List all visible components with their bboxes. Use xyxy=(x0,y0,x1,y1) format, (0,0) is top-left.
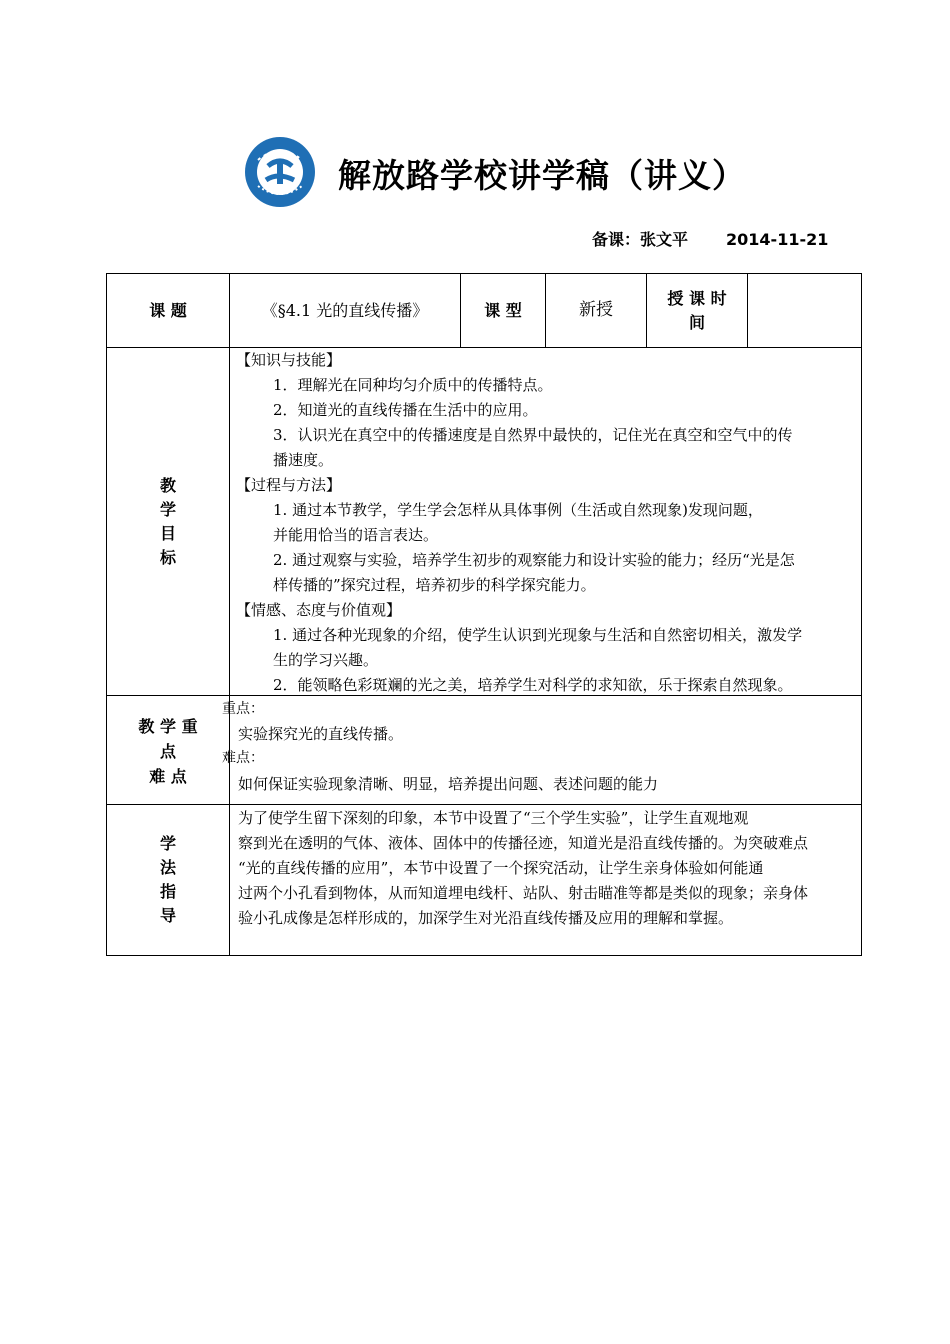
objective-line: 播速度。 xyxy=(273,451,334,469)
key-point-text: 实验探究光的直线传播。 xyxy=(238,725,404,743)
time-label-line-1: 授 课 时 xyxy=(667,289,727,308)
objective-heading: 【情感、态度与价值观】 xyxy=(236,601,402,619)
focus-label-line-3: 难 点 xyxy=(149,767,187,786)
objective-line: 3．认识光在真空中的传播速度是自然界中最快的，记住光在真空和空气中的传 xyxy=(273,426,793,444)
objective-line: 生的学习兴趣。 xyxy=(273,651,379,669)
objectives-label-char: 教 xyxy=(159,476,176,495)
guidance-label-char: 法 xyxy=(159,858,176,877)
guidance-line: 为了使学生留下深刻的印象，本节中设置了“三个学生实验”，让学生直观地观 xyxy=(238,809,749,827)
objective-line: 2. 通过观察与实验，培养学生初步的观察能力和设计实验的能力；经历“光是怎 xyxy=(273,551,795,569)
guidance-line: 过两个小孔看到物体，从而知道埋电线杆、站队、射击瞄准等都是类似的现象；亲身体 xyxy=(238,884,809,902)
objective-line: 1．理解光在同种均匀介质中的传播特点。 xyxy=(273,376,553,394)
difficulty-title: 难点： xyxy=(222,750,264,766)
difficulty-text: 如何保证实验现象清晰、明显，培养提出问题、表述问题的能力 xyxy=(238,775,659,793)
objective-heading: 【过程与方法】 xyxy=(236,476,342,494)
focus-label xyxy=(107,714,229,789)
page-title: 解放路学校讲学稿（讲义） xyxy=(338,156,746,195)
time-value xyxy=(748,274,861,347)
guidance-label-char: 指 xyxy=(159,882,176,901)
guidance-label-char: 学 xyxy=(159,834,176,853)
objectives-label-char: 标 xyxy=(159,548,176,567)
objectives-label-char: 学 xyxy=(159,500,176,519)
type-value: 新授 xyxy=(579,300,613,320)
time-label-line-2: 间 xyxy=(688,313,705,332)
guidance-label-char: 导 xyxy=(159,906,176,925)
key-point-title: 重点： xyxy=(222,701,264,717)
guidance-label xyxy=(107,832,229,928)
author-date-line xyxy=(592,227,828,250)
objective-line: 2．知道光的直线传播在生活中的应用。 xyxy=(273,401,538,419)
date: 2014-11-21 xyxy=(726,230,829,249)
objective-line: 1. 通过各种光现象的介绍，使学生认识到光现象与生活和自然密切相关，激发学 xyxy=(273,626,803,644)
guidance-line: 察到光在透明的气体、液体、固体中的传播径迹，知道光是沿直线传播的。为突破难点 xyxy=(238,834,809,852)
time-label xyxy=(647,287,747,337)
objective-heading: 【知识与技能】 xyxy=(236,351,342,369)
topic-value: 《§4.1 光的直线传播》 xyxy=(261,301,429,320)
objective-line: 并能用恰当的语言表达。 xyxy=(273,526,439,544)
guidance-line: “光的直线传播的应用”，本节中设置了一个探究活动，让学生亲身体验如何能通 xyxy=(238,859,764,877)
objective-line: 样传播的”探究过程，培养初步的科学探究能力。 xyxy=(273,576,596,594)
type-label: 课 型 xyxy=(484,301,522,320)
objective-line: 2．能领略色彩斑斓的光之美，培养学生对科学的求知欲，乐于探索自然现象。 xyxy=(273,676,793,694)
school-logo xyxy=(244,136,316,208)
objectives-label-char: 目 xyxy=(159,524,176,543)
objectives-label xyxy=(107,474,229,570)
topic-label: 课 题 xyxy=(149,301,187,320)
focus-label-line-1: 教 学 重 xyxy=(138,717,198,736)
author: 备课：张文平 xyxy=(592,230,689,249)
objective-line: 1. 通过本节教学，学生学会怎样从具体事例（生活或自然现象)发现问题， xyxy=(273,501,763,519)
guidance-line: 验小孔成像是怎样形成的，加深学生对光沿直线传播及应用的理解和掌握。 xyxy=(238,909,734,927)
focus-label-line-2: 点 xyxy=(159,742,176,761)
